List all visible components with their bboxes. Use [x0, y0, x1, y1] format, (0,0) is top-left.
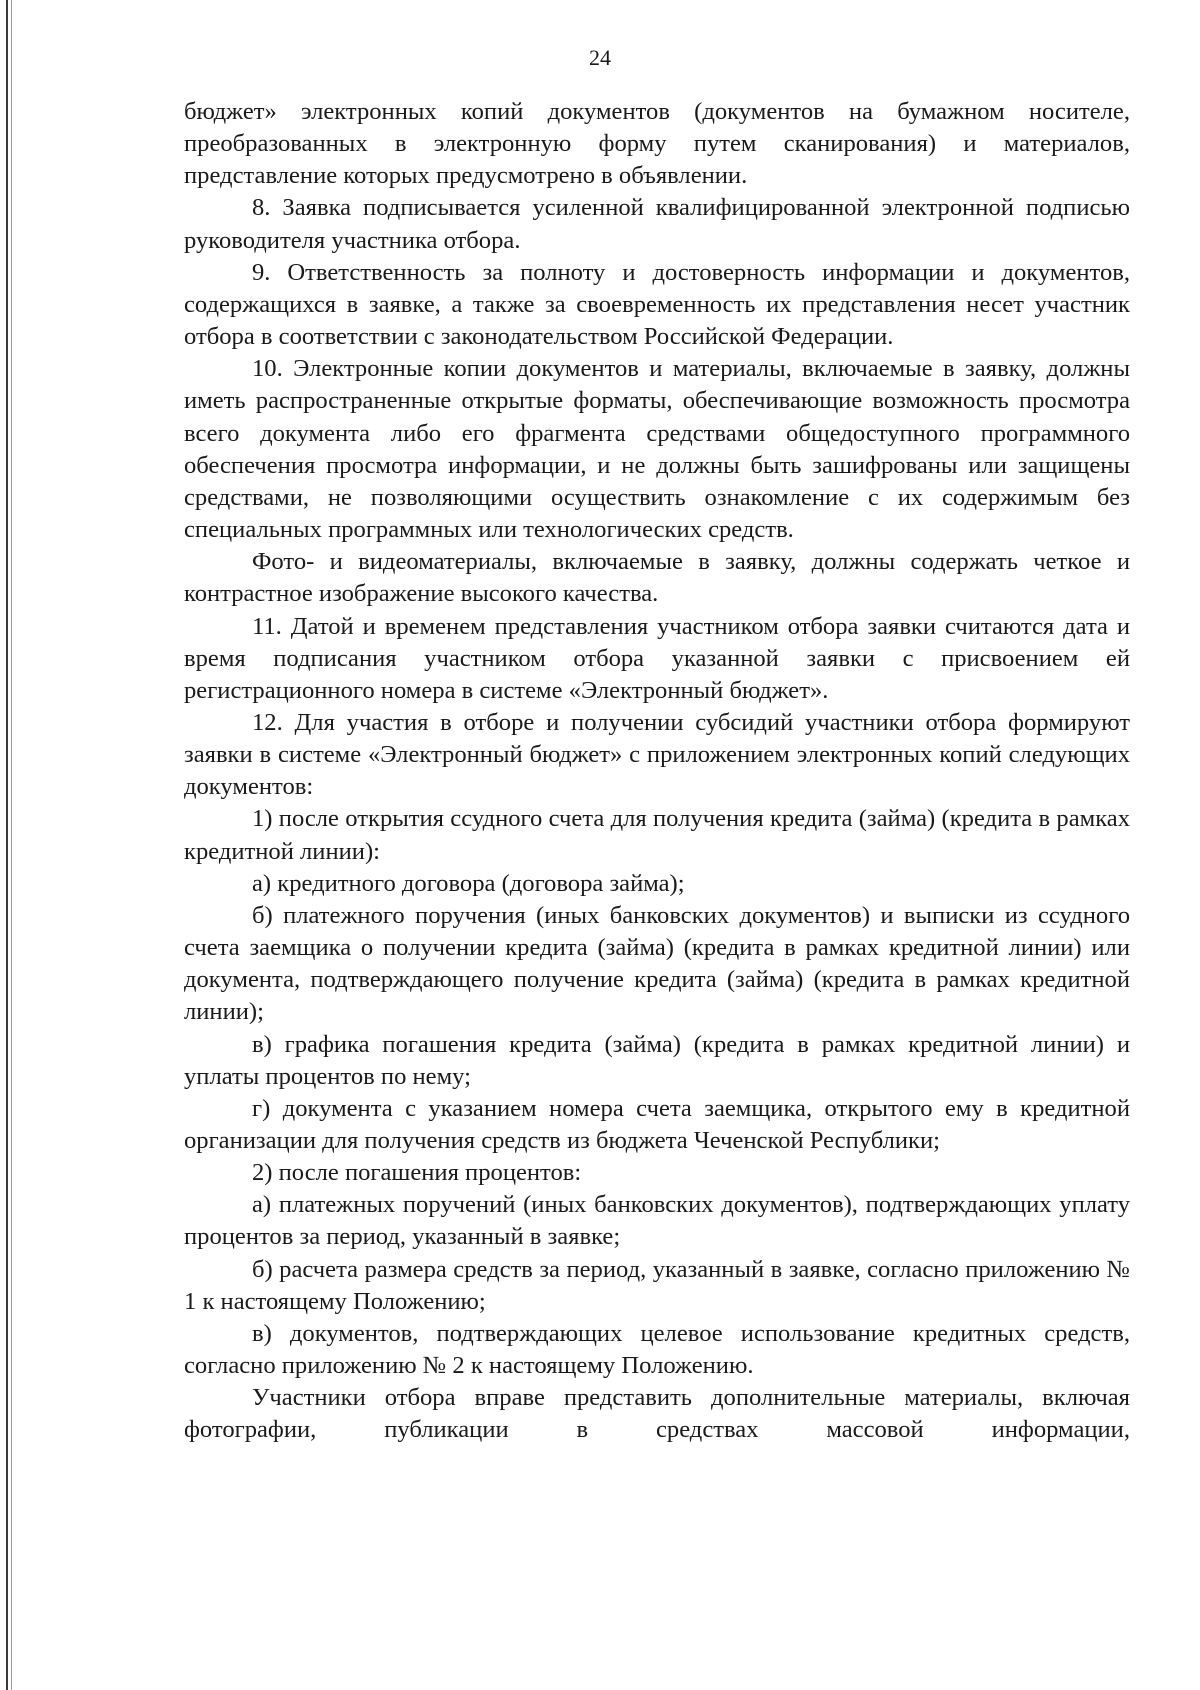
paragraph: 2) после погашения процентов:: [252, 1159, 582, 1187]
paragraph: а) платежных поручений (иных банковских документов), подтверждающих уплату процентов за период, указанный в заявке;: [184, 1191, 1130, 1251]
page-number: 24: [589, 45, 611, 70]
document-body: [184, 96, 1130, 1447]
paragraph: а) кредитного договора (договора займа);: [252, 869, 685, 897]
paragraph: 12. Для участия в отборе и получении субсидий участники отбора формируют заявки в системе «Электронный бюджет» с приложением электронных копий следующих документов:: [184, 708, 1130, 801]
paragraph: 9. Ответственность за полноту и достоверность информации и документов, содержащихся в заявке, а также за своевременность их представления несет участник отбора в соответствии с законодательством Российской Федерации.: [184, 258, 1130, 351]
paragraph: б) расчета размера средств за период, указанный в заявке, согласно приложению № 1 к настоящему Положению;: [184, 1255, 1130, 1315]
paragraph: 8. Заявка подписывается усиленной квалифицированной электронной подписью руководителя участника отбора.: [184, 194, 1130, 254]
scan-edge-line: [6, 0, 8, 1690]
paragraph: Участники отбора вправе представить дополнительные материалы, включая фотографии, публикации в средствах массовой информации,: [184, 1384, 1130, 1444]
paragraph: 1) после открытия ссудного счета для получения кредита (займа) (кредита в рамках кредитной линии):: [184, 805, 1130, 865]
scan-edge-line-faint: [11, 0, 12, 1690]
paragraph: 11. Датой и временем представления участником отбора заявки считаются дата и время подписания участником отбора указанной заявки с присвоением ей регистрационного номера в системе «Электронный бюджет».: [184, 612, 1130, 704]
paragraph: в) графика погашения кредита (займа) (кредита в рамках кредитной линии) и уплаты процентов по нему;: [184, 1030, 1130, 1090]
paragraph: г) документа с указанием номера счета заемщика, открытого ему в кредитной организации для получения средств из бюджета Чеченской Республики;: [184, 1094, 1130, 1154]
paragraph: Фото- и видеоматериалы, включаемые в заявку, должны содержать четкое и контрастное изображение высокого качества.: [184, 548, 1130, 608]
paragraph: в) документов, подтверждающих целевое использование кредитных средств, согласно приложению № 2 к настоящему Положению.: [184, 1319, 1130, 1380]
paragraph: б) платежного поручения (иных банковских документов) и выписки из ссудного счета заемщика о получении кредита (займа) (кредита в рамках кредитной линии) или документа, подтверждающего получение кредита (займа) (кредита в рамках кредитной линии);: [184, 901, 1130, 1026]
paragraph: бюджет» электронных копий документов (документов на бумажном носителе, преобразованных в электронную форму путем сканирования) и материалов, представление которых предусмотрено в объявлении.: [184, 98, 1130, 190]
paragraph: 10. Электронные копии документов и материалы, включаемые в заявку, должны иметь распространенные открытые форматы, обеспечивающие возможность просмотра всего документа либо его фрагмента средствами общедоступного программного обеспечения просмотра информации, и не должны быть зашифрованы или защищены средствами, не позволяющими осуществить ознакомление с их содержимым без специальных программных или технологических средств.: [184, 355, 1130, 544]
